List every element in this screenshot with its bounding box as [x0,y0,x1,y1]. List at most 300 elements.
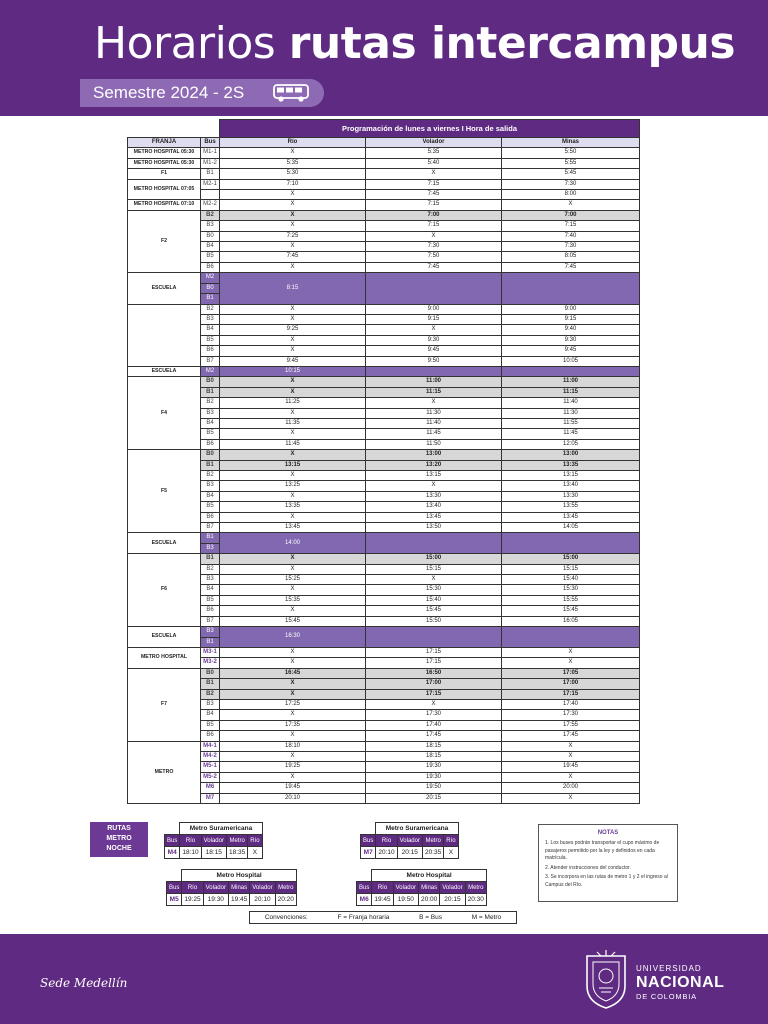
rio-time: X [220,491,366,501]
bus-cell: B1 [201,637,220,647]
bus-cell: B1 [201,294,220,304]
bus-cell: B5 [201,595,220,605]
minas-time: X [502,741,640,751]
minas-time: 13:00 [502,450,640,460]
rio-time: X [220,647,366,657]
footer-banner [0,934,768,1024]
note-item: 2. Atender instrucciones del conductor. [545,864,631,871]
mini-header-cell: Río [376,835,397,847]
table-row [128,252,640,262]
volador-time: 17:15 [366,658,502,668]
bus-cell: B3 [201,221,220,231]
table-row [128,262,640,272]
col-minas: Minas [502,138,640,148]
mini-table-title: Metro Suramericana [180,823,262,835]
minas-time: 15:45 [502,606,640,616]
rio-time: X [220,148,366,158]
volador-time: 7:50 [366,252,502,262]
mini-bus-cell: M6 [357,894,372,906]
volador-time: 5:40 [366,158,502,168]
mini-time-cell: 20:15 [440,894,465,906]
volador-time: 9:50 [366,356,502,366]
table-row [128,200,640,210]
spacer [357,870,372,882]
minas-time: 17:45 [502,731,640,741]
spacer [165,823,180,835]
franja-cell: ESCUELA [128,533,201,554]
volador-time: 11:15 [366,387,502,397]
rio-time: X [220,346,366,356]
table-row [128,304,640,314]
minas-time: 16:05 [502,616,640,626]
table-row [128,481,640,491]
bus-cell: M5-1 [201,762,220,772]
rio-time: 15:45 [220,616,366,626]
bus-cell: B1 [201,554,220,564]
bus-cell: B3 [201,627,220,637]
bus-cell: B0 [201,283,220,293]
bus-icon [272,83,310,103]
bus-cell: M2 [201,273,220,283]
minas-time: 19:45 [502,762,640,772]
minas-time: X [502,751,640,761]
bus-cell: B1 [201,679,220,689]
table-row [128,418,640,428]
rio-time: X [220,262,366,272]
rio-time: 9:45 [220,356,366,366]
volador-time: 13:45 [366,512,502,522]
mini-header-cell: Volador [201,835,226,847]
bus-cell: B1 [201,533,220,543]
bus-cell: B0 [201,231,220,241]
notes-box [538,824,678,902]
volador-time: 17:15 [366,689,502,699]
volador-time: 7:45 [366,190,502,200]
rio-time: 16:45 [220,668,366,678]
volador-time: 18:15 [366,741,502,751]
minas-time: 7:40 [502,231,640,241]
rio-time: 7:25 [220,231,366,241]
bus-cell: B4 [201,710,220,720]
minas-time: 11:55 [502,418,640,428]
rio-time: 14:00 [220,533,366,554]
rio-time: 15:25 [220,575,366,585]
franja-cell: ESCUELA [128,273,201,304]
minas-time: 7:15 [502,221,640,231]
table-row [128,231,640,241]
bus-cell: M2-2 [201,200,220,210]
bus-cell: B3 [201,699,220,709]
volador-time: 11:45 [366,429,502,439]
note-item: 1. Los buses podrán transportar el cupo máximo de pasajeros permitido por la ley y definidos en cada matrícula. [545,840,660,861]
franja-cell: METRO HOSPITAL 05:30 [128,158,201,168]
volador-time: 11:50 [366,439,502,449]
franja-cell: METRO HOSPITAL [128,647,201,668]
franja-cell: METRO HOSPITAL 07:05 [128,179,201,200]
volador-time: 9:45 [366,346,502,356]
volador-time [366,627,502,648]
volador-time: 7:00 [366,210,502,220]
volador-time: 9:15 [366,314,502,324]
page-title: Horarios rutas intercampus [94,18,736,69]
minas-time: 9:00 [502,304,640,314]
table-row [128,471,640,481]
volador-time: X [366,398,502,408]
table-row [128,387,640,397]
mini-table-title: Metro Hospital [182,870,297,882]
bus-cell: B0 [201,668,220,678]
bus-cell: B3 [201,575,220,585]
rio-time: X [220,377,366,387]
franja-cell: METRO HOSPITAL 07:10 [128,200,201,210]
bus-cell: B2 [201,689,220,699]
minas-time: 15:30 [502,585,640,595]
rio-time: 5:30 [220,169,366,179]
rio-time: 20:10 [220,793,366,803]
mini-schedule-table [166,869,297,906]
mini-header-cell: Metro [465,882,486,894]
rutas-metro-noche-label: RUTAS METRO NOCHE [90,822,148,857]
rio-time: X [220,772,366,782]
rio-time: X [220,450,366,460]
minas-time: X [502,793,640,803]
bus-cell: B2 [201,471,220,481]
rio-time: X [220,710,366,720]
volador-time: X [366,481,502,491]
bus-cell: M5-2 [201,772,220,782]
mini-schedule-table [164,822,263,859]
bus-cell: B1 [201,460,220,470]
table-row [128,762,640,772]
table-row [128,210,640,220]
volador-time: 11:30 [366,408,502,418]
minas-time: 11:15 [502,387,640,397]
rio-time: X [220,679,366,689]
bus-cell: B2 [201,304,220,314]
table-row [128,325,640,335]
schedule-table [127,119,640,804]
minas-time: X [502,658,640,668]
minas-time: 14:05 [502,523,640,533]
semester-badge: Semestre 2024 - 2S [80,79,324,107]
volador-time: 15:45 [366,606,502,616]
rio-time: X [220,689,366,699]
table-row [128,554,640,564]
table-row [128,606,640,616]
rio-time: 11:25 [220,398,366,408]
conventions-bar [249,911,517,924]
table-row [128,158,640,168]
table-row [128,689,640,699]
minas-time: 17:40 [502,699,640,709]
mini-bus-cell: M7 [361,847,376,859]
convention-b: B = Bus [419,914,443,921]
rio-time: X [220,512,366,522]
rio-time: 19:45 [220,783,366,793]
table-row [128,731,640,741]
convention-m: M = Metro [471,914,502,921]
schedule-heading: Programación de lunes a viernes I Hora de salida [220,120,640,138]
volador-time [366,273,502,304]
minas-time: X [502,772,640,782]
table-row [128,772,640,782]
franja-cell: ESCUELA [128,627,201,648]
convention-f: F = Franja horaria [337,914,390,921]
mini-time-cell: 18:10 [180,847,201,859]
minas-time: 15:55 [502,595,640,605]
mini-time-cell: 20:30 [465,894,486,906]
mini-time-cell: 20:10 [376,847,397,859]
mini-header-cell: Volador [397,835,422,847]
table-row [128,564,640,574]
table-row [128,658,640,668]
volador-time: 7:15 [366,200,502,210]
table-row [128,314,640,324]
volador-time: 15:40 [366,595,502,605]
volador-time: 19:30 [366,772,502,782]
volador-time: 15:50 [366,616,502,626]
bus-cell: B1 [201,387,220,397]
minas-time: 11:30 [502,408,640,418]
notes-title: NOTAS [597,830,619,836]
volador-time: X [366,575,502,585]
table-row [128,710,640,720]
minas-time: X [502,647,640,657]
table-row [128,751,640,761]
volador-time: 7:45 [366,262,502,272]
table-row [128,460,640,470]
bus-cell: B7 [201,356,220,366]
rio-time: 7:45 [220,252,366,262]
rio-time: X [220,731,366,741]
col-franja: FRANJA [128,138,201,148]
mini-bus-cell: M4 [165,847,180,859]
volador-time: 11:40 [366,418,502,428]
table-row [128,398,640,408]
table-row [128,595,640,605]
table-row [128,741,640,751]
volador-time: 15:00 [366,554,502,564]
table-row [128,512,640,522]
university-name-line2: NACIONAL [636,974,725,991]
table-row [128,616,640,626]
bus-cell: M6 [201,783,220,793]
volador-time: 7:15 [366,179,502,189]
table-row [128,190,640,200]
volador-time: 13:15 [366,471,502,481]
mini-time-cell: 20:00 [418,894,439,906]
bus-cell: M1-1 [201,148,220,158]
table-row [128,502,640,512]
table-row [128,585,640,595]
volador-time: 17:45 [366,731,502,741]
spacer [128,120,201,138]
minas-time: 7:30 [502,179,640,189]
conventions-label: Convenciones: [264,914,308,921]
table-row [128,450,640,460]
volador-time: 13:00 [366,450,502,460]
volador-time: 13:40 [366,502,502,512]
volador-time: 17:15 [366,647,502,657]
table-row [128,523,640,533]
bus-cell: B6 [201,346,220,356]
minas-time: 5:55 [502,158,640,168]
table-row [128,533,640,543]
col-bus: Bus [201,138,220,148]
rio-time: 7:10 [220,179,366,189]
mini-header-cell: Minas [228,882,249,894]
rio-time: X [220,314,366,324]
rio-time: 15:35 [220,595,366,605]
mini-time-cell: 20:35 [422,847,443,859]
minas-time [502,366,640,376]
minas-time: 13:45 [502,512,640,522]
rio-time: X [220,221,366,231]
bus-cell: B3 [201,481,220,491]
university-name-line3: DE COLOMBIA [636,992,697,1001]
table-row [128,783,640,793]
rio-time: 13:35 [220,502,366,512]
minas-time: X [502,200,640,210]
bus-cell: M7 [201,793,220,803]
spacer [201,120,220,138]
table-row [128,169,640,179]
table-row [128,439,640,449]
minas-time: 17:30 [502,710,640,720]
rio-time: 9:25 [220,325,366,335]
minas-time [502,627,640,648]
volador-time: X [366,325,502,335]
bus-cell: B5 [201,252,220,262]
volador-time: 15:30 [366,585,502,595]
rio-time: 8:15 [220,273,366,304]
rio-time: 17:35 [220,720,366,730]
rio-time: X [220,554,366,564]
minas-time: 10:05 [502,356,640,366]
volador-time: 7:30 [366,242,502,252]
bus-cell: M2 [201,366,220,376]
minas-time: 12:05 [502,439,640,449]
mini-header-cell: Bus [361,835,376,847]
mini-header-cell: Río [444,835,458,847]
mini-header-cell: Bus [357,882,372,894]
mini-time-cell: 19:30 [203,894,228,906]
rio-time: X [220,200,366,210]
minas-time: 17:05 [502,668,640,678]
mini-table-title: Metro Hospital [372,870,487,882]
minas-time: 9:45 [502,346,640,356]
mini-header-cell: Metro [422,835,443,847]
rio-time: X [220,751,366,761]
rio-time: X [220,429,366,439]
table-row [128,699,640,709]
franja-cell: METRO [128,741,201,803]
minas-time: 15:15 [502,564,640,574]
mini-header-cell: Volador [393,882,418,894]
franja-cell: F1 [128,169,201,179]
bus-cell: B1 [201,169,220,179]
minas-time [502,273,640,304]
volador-time: 9:30 [366,335,502,345]
bus-cell: B5 [201,429,220,439]
campus-name: Sede Medellín [40,976,128,990]
rio-time: X [220,658,366,668]
bus-cell: M4-1 [201,741,220,751]
franja-cell: F4 [128,377,201,450]
franja-cell: F6 [128,554,201,627]
volador-time: 11:00 [366,377,502,387]
minas-time: 17:00 [502,679,640,689]
minas-time: 8:05 [502,252,640,262]
rio-time: X [220,335,366,345]
mini-time-cell: X [248,847,262,859]
bus-cell: B6 [201,606,220,616]
minas-time: 11:00 [502,377,640,387]
franja-cell: METRO HOSPITAL 05:30 [128,148,201,158]
minas-time: 17:55 [502,720,640,730]
table-row [128,273,640,283]
rio-time: 5:35 [220,158,366,168]
mini-time-cell: 18:35 [226,847,247,859]
table-row [128,793,640,803]
volador-time: X [366,169,502,179]
bus-cell: B4 [201,418,220,428]
bus-cell: B6 [201,731,220,741]
bus-cell: B0 [201,377,220,387]
table-row [128,627,640,637]
table-row [128,221,640,231]
minas-time: 5:50 [502,148,640,158]
bus-cell: B3 [201,543,220,553]
bus-cell: M3-2 [201,658,220,668]
mini-time-cell: 19:50 [393,894,418,906]
table-row [128,179,640,189]
table-row [128,148,640,158]
table-row [128,408,640,418]
mini-header-cell: Volador [250,882,275,894]
volador-time: 13:30 [366,491,502,501]
rio-time: 17:25 [220,699,366,709]
franja-cell: F7 [128,668,201,741]
bus-cell: M3-1 [201,647,220,657]
bus-cell: B4 [201,585,220,595]
minas-time: 5:45 [502,169,640,179]
rio-time: X [220,387,366,397]
franja-cell [128,304,201,366]
table-row [128,377,640,387]
bus-cell: B5 [201,502,220,512]
bus-cell: B5 [201,720,220,730]
mini-header-cell: Río [182,882,203,894]
mini-schedule-table [360,822,459,859]
rio-time: 16:30 [220,627,366,648]
volador-time: 17:30 [366,710,502,720]
volador-time: 17:40 [366,720,502,730]
bus-cell: B6 [201,439,220,449]
mini-bus-cell: M5 [167,894,182,906]
rio-time: 13:45 [220,523,366,533]
minas-time: 13:15 [502,471,640,481]
mini-time-cell: 20:15 [397,847,422,859]
rio-time: X [220,606,366,616]
minas-time: 9:40 [502,325,640,335]
rio-time: X [220,242,366,252]
mini-table-title: Metro Suramericana [376,823,458,835]
rio-time: 11:45 [220,439,366,449]
volador-time: X [366,699,502,709]
bus-cell: M2-1 [201,179,220,189]
volador-time: 13:50 [366,523,502,533]
